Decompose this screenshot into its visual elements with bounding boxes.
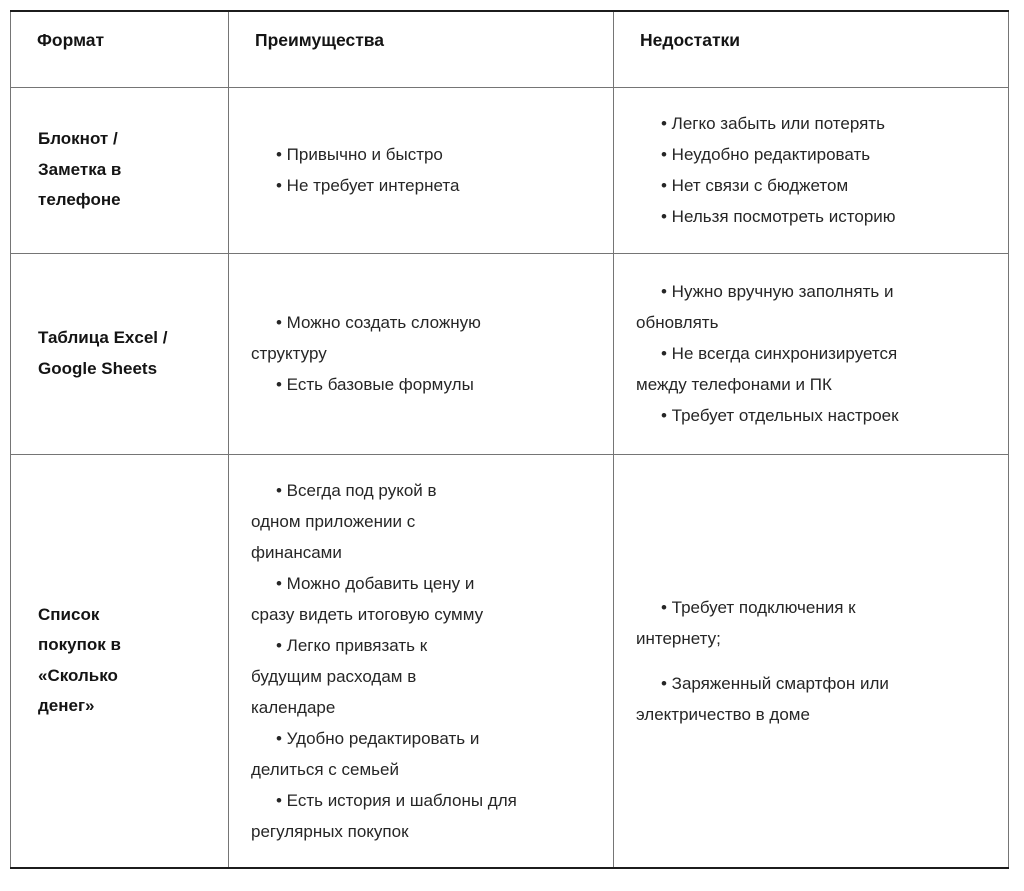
disadvantage-bullet-item: • Не всегда синхронизируется между телефонами и ПК: [636, 344, 898, 394]
format-comparison-table: [10, 10, 1009, 869]
format-text: Блокнот / Заметка в телефоне: [38, 129, 122, 210]
disadvantages-cell: [614, 87, 1009, 253]
advantage-bullet-item: • Удобно редактировать и делиться с семьей: [251, 728, 480, 779]
disadvantage-bullet-item: • Легко забыть или потерять: [661, 114, 885, 133]
advantage-bullet-item: • Легко привязать к будущим расходам в календаре: [251, 635, 428, 717]
table-row: [11, 454, 1009, 868]
format-text: Таблица Excel / Google Sheets: [38, 328, 168, 378]
advantage-bullet-item: • Есть история и шаблоны для регулярных покупок: [251, 790, 517, 841]
format-cell: [11, 454, 229, 868]
advantage-bullet-item: • Не требует интернета: [276, 176, 460, 195]
column-header-disadvantages: Недостатки: [614, 11, 1009, 87]
table-row: [11, 253, 1009, 454]
advantages-cell: [229, 454, 614, 868]
advantage-bullet-item: • Есть базовые формулы: [276, 375, 474, 394]
disadvantage-bullet-item: • Требует подключения к интернету;: [636, 597, 856, 648]
advantage-bullet-item: • Можно создать сложную структуру: [251, 313, 481, 363]
table-row: [11, 87, 1009, 253]
advantages-cell: [229, 253, 614, 454]
disadvantage-bullet-item: • Нет связи с бюджетом: [661, 176, 849, 195]
advantage-bullet-item: • Привычно и быстро: [276, 145, 443, 164]
disadvantage-bullet-item: • Нужно вручную заполнять и обновлять: [636, 282, 894, 332]
advantage-bullet-item: • Можно добавить цену и сразу видеть итоговую сумму: [251, 573, 484, 624]
table-header-row: [11, 11, 1009, 87]
disadvantage-bullet-item: • Нельзя посмотреть историю: [661, 207, 896, 226]
format-cell: [11, 253, 229, 454]
disadvantage-bullet-item: • Требует отдельных настроек: [661, 406, 899, 425]
disadvantage-bullet-item: • Заряженный смартфон или электричество в доме: [636, 673, 889, 724]
format-text: Список покупок в «Сколько денег»: [38, 604, 121, 716]
table-body: [11, 87, 1009, 868]
disadvantages-cell: [614, 253, 1009, 454]
disadvantage-bullet-item: • Неудобно редактировать: [661, 145, 871, 164]
advantages-cell: [229, 87, 614, 253]
format-cell: [11, 87, 229, 253]
advantage-bullet-item: • Всегда под рукой в одном приложении с финансами: [251, 480, 437, 562]
column-header-advantages: Преимущества: [229, 11, 614, 87]
disadvantages-cell: [614, 454, 1009, 868]
column-header-format: Формат: [11, 11, 229, 87]
